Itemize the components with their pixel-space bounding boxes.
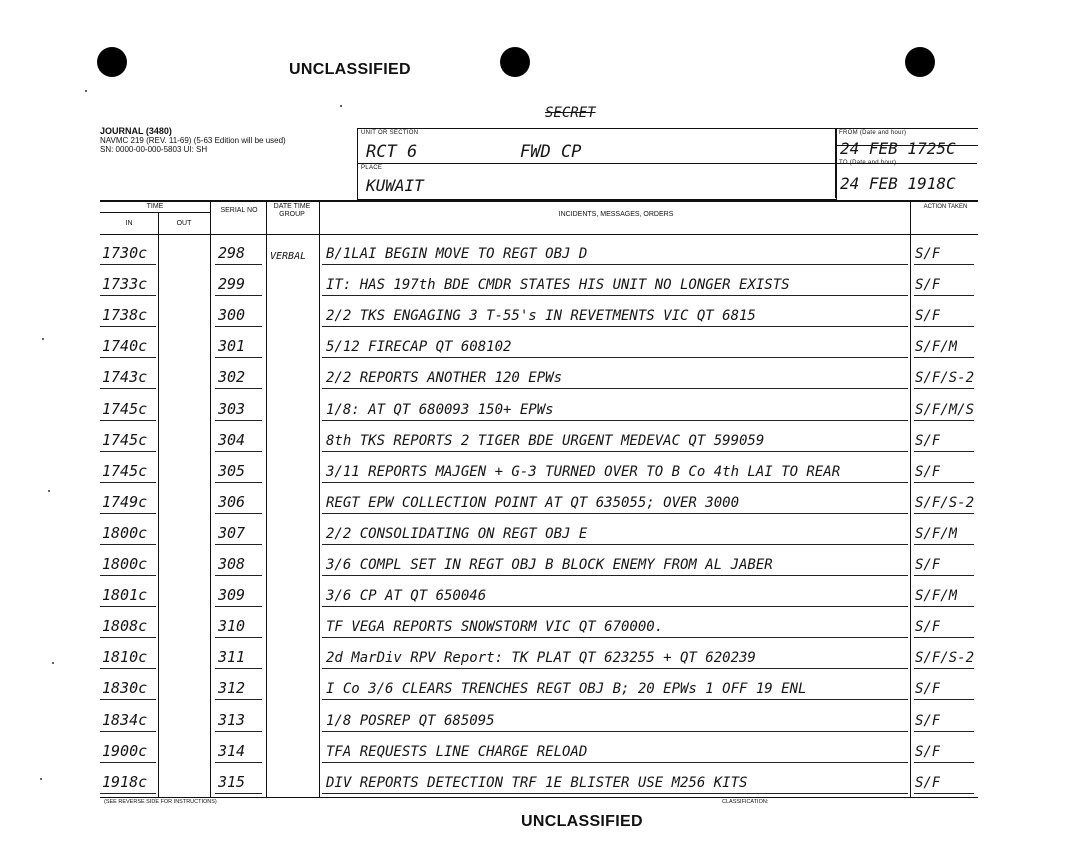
classification-banner-bottom: UNCLASSIFIED (521, 813, 643, 830)
scan-speck (48, 490, 50, 492)
entry-action: S/F (915, 619, 941, 636)
handwriting-underline (215, 357, 262, 358)
journal-entry-row (100, 552, 978, 576)
handwriting-underline (322, 544, 908, 545)
handwriting-underline (322, 451, 908, 452)
from-value: 24 FEB 1725C (840, 139, 956, 158)
handwriting-underline (215, 264, 262, 265)
unit-box (357, 128, 837, 200)
handwriting-underline (100, 668, 156, 669)
entry-time: 1733c (102, 275, 148, 294)
entry-serial: 305 (218, 461, 246, 480)
handwriting-underline (322, 388, 908, 389)
handwriting-underline (100, 637, 156, 638)
form-revision: NAVMC 219 (REV. 11-69) (5-63 Edition will be used) (100, 136, 286, 145)
handwriting-underline (914, 264, 974, 265)
handwriting-underline (100, 357, 156, 358)
entry-text: IT: HAS 197th BDE CMDR STATES HIS UNIT NO LONGER EXISTS (326, 277, 790, 294)
action-header: ACTION TAKEN (923, 204, 968, 210)
classification-banner-top: UNCLASSIFIED (289, 61, 411, 78)
handwriting-underline (914, 544, 974, 545)
entry-action: S/F (915, 308, 941, 325)
entry-action: S/F/S-2 (915, 494, 975, 511)
handwriting-underline (322, 264, 908, 265)
entry-serial: 308 (218, 555, 246, 573)
entry-action: S/F (915, 432, 941, 449)
handwriting-underline (914, 793, 974, 794)
entry-action: S/F/M (915, 339, 958, 356)
handwriting-underline (100, 513, 156, 514)
entry-time: 1745c (102, 399, 148, 418)
entry-serial: 310 (218, 617, 246, 636)
entry-text: REGT EPW COLLECTION POINT AT QT 635055; OVER 3000 (326, 494, 740, 511)
handwriting-underline (914, 575, 974, 576)
entry-action: S/F (915, 712, 941, 729)
journal-entry-row (100, 365, 978, 389)
handwriting-underline (914, 420, 974, 421)
table-header-rule (100, 234, 978, 235)
punch-hole-right (905, 47, 935, 77)
handwriting-underline (914, 762, 974, 763)
journal-entry-row (100, 614, 978, 638)
entry-serial: 307 (218, 523, 246, 542)
handwriting-underline (914, 668, 974, 669)
entry-action: S/F (915, 557, 941, 573)
entry-text: TFA REQUESTS LINE CHARGE RELOAD (326, 743, 588, 760)
handwriting-underline (215, 793, 262, 794)
entry-serial: 302 (218, 368, 246, 387)
journal-entry-row (100, 645, 978, 669)
entry-time: 1745c (102, 461, 148, 480)
scan-speck (40, 778, 42, 780)
handwriting-underline (215, 451, 262, 452)
footer-classification-label: CLASSIFICATION: (722, 799, 769, 805)
handwriting-underline (100, 793, 156, 794)
entry-time: 1749c (102, 492, 148, 511)
footer-instructions: (SEE REVERSE SIDE FOR INSTRUCTIONS) (104, 799, 217, 805)
entry-serial: 315 (218, 772, 246, 791)
handwriting-underline (100, 295, 156, 296)
entry-time: 1730c (102, 244, 148, 262)
handwriting-underline (322, 637, 908, 638)
handwriting-underline (100, 451, 156, 452)
entry-serial: 311 (218, 648, 246, 667)
entry-time: 1900c (102, 741, 148, 760)
time-in-header: IN (125, 220, 133, 227)
entry-serial: 313 (218, 710, 246, 729)
time-subheader-rule (100, 212, 210, 213)
date-box-top (835, 128, 978, 129)
entry-action: S/F (915, 277, 941, 294)
entry-serial: 299 (218, 275, 246, 294)
to-value: 24 FEB 1918C (840, 174, 956, 193)
journal-entry-row (100, 397, 978, 421)
form-stock-number: SN: 0000-00-000-5803 UI: SH (100, 145, 208, 154)
punch-hole-center (500, 47, 530, 77)
unit-label: UNIT OR SECTION (361, 130, 419, 136)
handwriting-underline (322, 482, 908, 483)
entry-action: S/F/S-2 (915, 650, 975, 667)
handwriting-underline (914, 295, 974, 296)
time-header: TIME (146, 203, 164, 210)
handwriting-underline (215, 544, 262, 545)
journal-entry-row (100, 241, 978, 265)
handwriting-underline (914, 482, 974, 483)
journal-entry-row (100, 583, 978, 607)
journal-entry-row (100, 490, 978, 514)
handwriting-underline (322, 731, 908, 732)
entry-text: I Co 3/6 CLEARS TRENCHES REGT OBJ B; 20 EPWs 1 OFF 19 ENL (326, 681, 807, 698)
entry-action: S/F/M (915, 588, 958, 605)
journal-entry-row (100, 303, 978, 327)
entry-action: S/F/S-2 (915, 370, 975, 387)
handwriting-underline (215, 731, 262, 732)
handwriting-underline (914, 731, 974, 732)
entry-text: 2/2 REPORTS ANOTHER 120 EPWs (326, 370, 563, 387)
place-value: KUWAIT (366, 176, 424, 195)
handwriting-underline (100, 762, 156, 763)
entry-text: 2d MarDiv RPV Report: TK PLAT QT 623255 + QT 620239 (326, 650, 756, 667)
entry-action: S/F/M/S (915, 401, 975, 418)
entry-time: 1745c (102, 430, 148, 449)
handwriting-underline (914, 699, 974, 700)
handwriting-underline (914, 326, 974, 327)
form-title: JOURNAL (3480) (100, 126, 172, 136)
handwriting-underline (215, 482, 262, 483)
entry-serial: 303 (218, 399, 246, 418)
dtg-header: DATE TIME GROUP (273, 203, 311, 218)
handwriting-underline (322, 575, 908, 576)
handwriting-underline (215, 575, 262, 576)
entry-time: 1738c (102, 306, 148, 325)
entry-text: 3/6 COMPL SET IN REGT OBJ B BLOCK ENEMY FROM AL JABER (326, 557, 773, 573)
time-out-header: OUT (176, 220, 192, 227)
handwriting-underline (914, 357, 974, 358)
entry-serial: 304 (218, 430, 246, 449)
section-value: FWD CP (520, 142, 582, 162)
entry-text: 1/8 POSREP QT 685095 (326, 712, 495, 729)
handwriting-underline (100, 388, 156, 389)
entry-time: 1810c (102, 648, 148, 667)
journal-entry-row (100, 428, 978, 452)
entry-text: 2/2 CONSOLIDATING ON REGT OBJ E (326, 525, 588, 542)
scan-speck (42, 338, 44, 340)
journal-entry-row (100, 334, 978, 358)
serial-header: SERIAL NO (220, 207, 258, 214)
entry-time: 1740c (102, 337, 148, 356)
entry-text: 5/12 FIRECAP QT 608102 (326, 339, 512, 356)
entry-text: 3/11 REPORTS MAJGEN + G-3 TURNED OVER TO B Co 4th LAI TO REAR (326, 463, 841, 480)
handwriting-underline (322, 793, 908, 794)
entry-serial: 298 (218, 244, 246, 262)
unit-value: RCT 6 (366, 142, 418, 162)
handwriting-underline (215, 295, 262, 296)
journal-entry-row (100, 459, 978, 483)
handwriting-underline (100, 482, 156, 483)
handwriting-underline (100, 606, 156, 607)
entry-time: 1800c (102, 555, 148, 573)
date-box-left-border (835, 128, 836, 198)
handwriting-underline (215, 388, 262, 389)
handwriting-underline (215, 606, 262, 607)
to-label: TO (Date and hour) (839, 160, 897, 166)
handwriting-underline (215, 637, 262, 638)
entry-time: 1743c (102, 368, 148, 387)
handwriting-underline (215, 420, 262, 421)
entry-dtg: VERBAL (270, 251, 307, 262)
handwriting-underline (322, 326, 908, 327)
handwriting-underline (100, 264, 156, 265)
entry-serial: 309 (218, 586, 246, 605)
handwriting-underline (215, 513, 262, 514)
journal-entry-row (100, 272, 978, 296)
handwriting-underline (914, 451, 974, 452)
from-label: FROM (Date and hour) (839, 130, 907, 136)
incidents-header: INCIDENTS, MESSAGES, ORDERS (558, 211, 674, 218)
entry-time: 1918c (102, 772, 148, 791)
punch-hole-left (97, 47, 127, 77)
handwriting-underline (914, 388, 974, 389)
journal-entry-row (100, 739, 978, 763)
handwriting-underline (322, 420, 908, 421)
entry-action: S/F (915, 681, 941, 698)
handwriting-underline (100, 699, 156, 700)
entry-text: DIV REPORTS DETECTION TRF 1E BLISTER USE M256 KITS (326, 774, 748, 791)
entry-action: S/F (915, 246, 941, 262)
handwriting-underline (322, 357, 908, 358)
table-top-rule (100, 200, 978, 202)
entry-text: 1/8: AT QT 680093 150+ EPWs (326, 401, 554, 418)
handwriting-underline (914, 637, 974, 638)
entry-action: S/F (915, 743, 941, 760)
scan-speck (52, 662, 54, 664)
handwriting-underline (215, 762, 262, 763)
entry-text: 2/2 TKS ENGAGING 3 T-55's IN REVETMENTS VIC QT 6815 (326, 308, 756, 325)
entry-time: 1801c (102, 586, 148, 605)
entry-time: 1800c (102, 523, 148, 542)
handwriting-underline (914, 513, 974, 514)
scan-speck (340, 105, 342, 107)
entry-action: S/F (915, 463, 941, 480)
handwriting-underline (322, 699, 908, 700)
handwriting-underline (100, 731, 156, 732)
entry-time: 1834c (102, 710, 148, 729)
entry-action: S/F (915, 774, 941, 791)
handwriting-underline (914, 606, 974, 607)
journal-entry-row (100, 770, 978, 794)
entry-text: 3/6 CP AT QT 650046 (326, 588, 487, 605)
entry-serial: 314 (218, 741, 246, 760)
handwriting-underline (322, 606, 908, 607)
entry-text: 8th TKS REPORTS 2 TIGER BDE URGENT MEDEVAC QT 599059 (326, 432, 765, 449)
handwriting-underline (215, 699, 262, 700)
handwriting-underline (100, 420, 156, 421)
journal-entry-row (100, 708, 978, 732)
secret-stamp: SECRET (545, 105, 596, 121)
handwriting-underline (100, 326, 156, 327)
entry-action: S/F/M (915, 525, 958, 542)
entry-serial: 301 (218, 337, 246, 356)
entry-time: 1830c (102, 679, 148, 698)
handwriting-underline (322, 668, 908, 669)
entry-text: TF VEGA REPORTS SNOWSTORM VIC QT 670000. (326, 619, 664, 636)
entry-time: 1808c (102, 617, 148, 636)
handwriting-underline (100, 575, 156, 576)
handwriting-underline (322, 513, 908, 514)
handwriting-underline (100, 544, 156, 545)
form-heading (100, 127, 286, 154)
place-label: PLACE (361, 165, 383, 171)
handwriting-underline (215, 326, 262, 327)
handwriting-underline (322, 762, 908, 763)
entry-serial: 306 (218, 492, 246, 511)
journal-entry-row (100, 676, 978, 700)
table-bottom-rule (100, 797, 978, 798)
handwriting-underline (215, 668, 262, 669)
handwriting-underline (322, 295, 908, 296)
entry-serial: 300 (218, 306, 246, 325)
entry-serial: 312 (218, 679, 246, 698)
entry-text: B/1LAI BEGIN MOVE TO REGT OBJ D (326, 246, 588, 262)
scan-speck (85, 90, 87, 92)
journal-entry-row (100, 521, 978, 545)
